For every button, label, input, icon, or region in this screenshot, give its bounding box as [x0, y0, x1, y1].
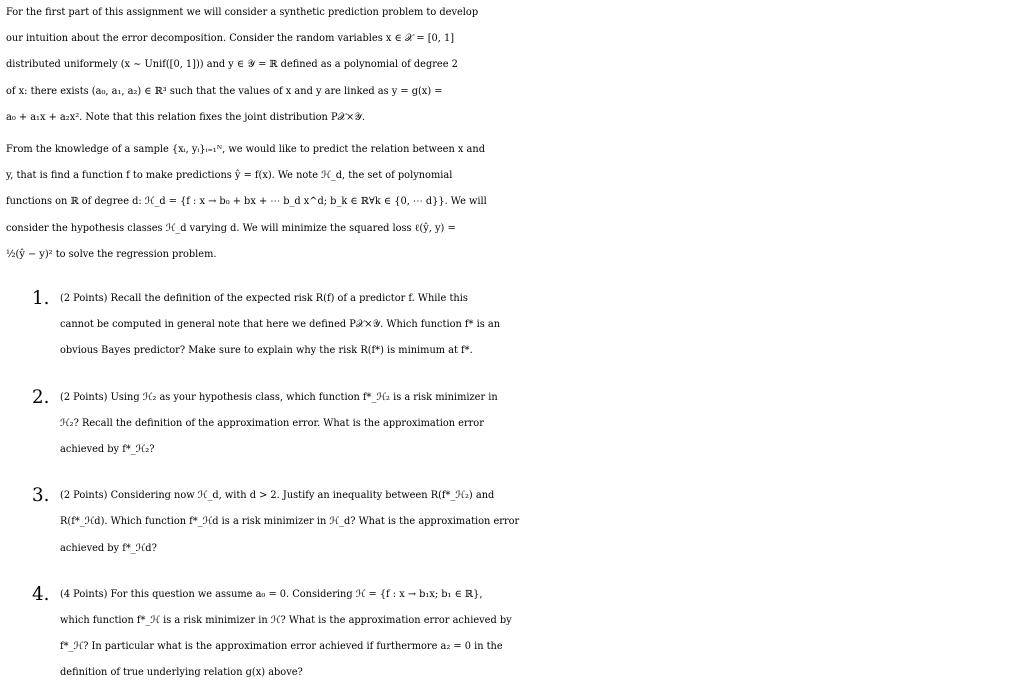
question-number: 1.	[32, 288, 50, 310]
question-line: (2 Points) Considering now ℋ_d, with d > 2. Justify an inequality between R(f*_ℋ₂) and	[60, 490, 495, 502]
setup-line: ½(ŷ − y)² to solve the regression problem.	[6, 248, 217, 260]
question-line: achieved by f*_ℋ₂?	[60, 444, 155, 456]
question-line: ℋ₂? Recall the definition of the approximation error. What is the approximation error	[60, 417, 484, 429]
question-line: which function f*_ℋ is a risk minimizer in ℋ? What is the approximation error achieved by	[60, 615, 512, 627]
question-line: obvious Bayes predictor? Make sure to explain why the risk R(f*) is minimum at f*.	[60, 345, 473, 357]
setup-line: consider the hypothesis classes ℋ_d varying d. We will minimize the squared loss ℓ(ŷ, y) =	[6, 222, 456, 234]
intro-line: of x: there exists (a₀, a₁, a₂) ∈ ℝ³ such that the values of x and y are linked as y = g(x) =	[6, 85, 443, 97]
question-line: (4 Points) For this question we assume a₀ = 0. Considering ℋ = {f : x → b₁x; b₁ ∈ ℝ},	[60, 588, 483, 600]
question-line: achieved by f*_ℋd?	[60, 542, 157, 554]
intro-line: our intuition about the error decomposition. Consider the random variables x ∈ 𝒳 = [0, 1]	[6, 33, 455, 45]
question-line: cannot be computed in general note that here we defined P𝒳×𝒴. Which function f* is an	[60, 319, 500, 331]
question-item	[6, 483, 1018, 562]
question-item	[6, 286, 1018, 365]
question-line: f*_ℋ? In particular what is the approximation error achieved if furthermore a₂ = 0 in the	[60, 641, 503, 653]
question-line: (2 Points) Using ℋ₂ as your hypothesis class, which function f*_ℋ₂ is a risk minimizer in	[60, 391, 498, 403]
question-number: 2.	[32, 386, 50, 408]
question-line: R(f*_ℋd). Which function f*_ℋd is a risk minimizer in ℋ_d? What is the approximation error	[60, 516, 520, 528]
setup-line: y, that is find a function f to make predictions ŷ = f(x). We note ℋ_d, the set of polynomial	[6, 170, 453, 182]
question-list	[6, 286, 1018, 687]
question-number: 4.	[32, 583, 50, 605]
question-item	[6, 385, 1018, 464]
question-number: 3.	[32, 485, 50, 507]
question-line: definition of true underlying relation g(x) above?	[60, 667, 303, 679]
setup-line: functions on ℝ of degree d: ℋ_d = {f : x → b₀ + bx + ⋯ b_d x^d; b_k ∈ ℝ∀k ∈ {0, ⋯ d}}. We will	[6, 196, 487, 208]
setup-paragraph	[6, 137, 1018, 268]
question-line: (2 Points) Recall the definition of the expected risk R(f) of a predictor f. While this	[60, 293, 468, 305]
setup-line: From the knowledge of a sample {xᵢ, yᵢ}ᵢ₌₁ᴺ, we would like to predict the relation between x and	[6, 144, 485, 156]
intro-line: a₀ + a₁x + a₂x². Note that this relation fixes the joint distribution P𝒳×𝒴.	[6, 111, 365, 123]
intro-line: distributed uniformely (x ∼ Unif([0, 1])) and y ∈ 𝒴 = ℝ defined as a polynomial of degree 2	[6, 59, 458, 71]
intro-paragraph	[6, 0, 1018, 131]
intro-line: For the first part of this assignment we will consider a synthetic prediction problem to develop	[6, 7, 479, 18]
question-item	[6, 582, 1018, 687]
